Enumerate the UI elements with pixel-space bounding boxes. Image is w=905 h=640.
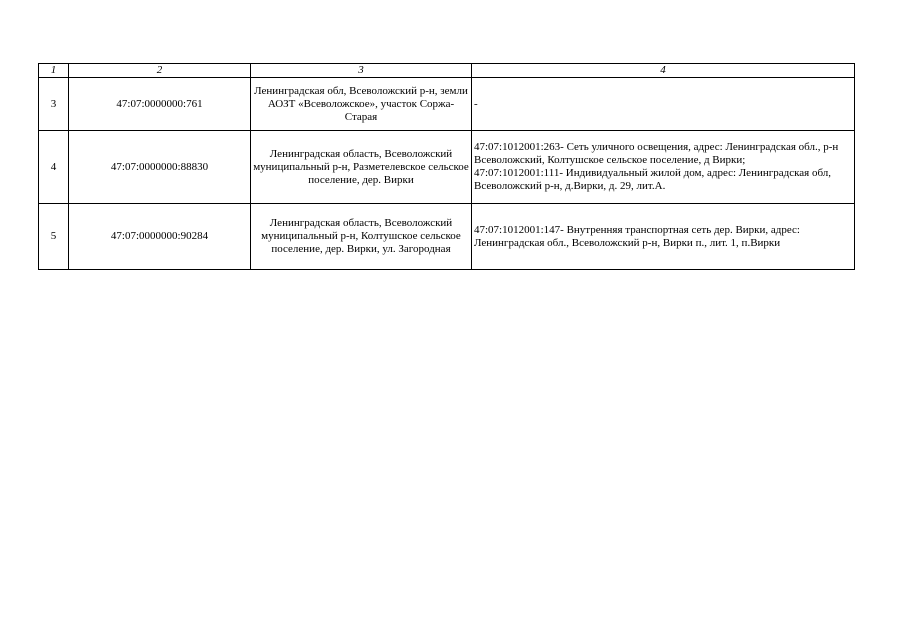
column-number-4: 4	[472, 64, 855, 78]
cadastral-number: 47:07:0000000:90284	[69, 204, 251, 270]
capital-object-entry: 47:07:1012001:263- Сеть уличного освещения, адрес: Ленинградская обл., р-н Всеволожский, Колтушское сельское поселение, д Вирки;	[474, 141, 839, 166]
cadastral-number: 47:07:0000000:761	[69, 78, 251, 131]
plot-location: Ленинградская область, Всеволожский муниципальный р-н, Разметелевское сельское поселение, дер. Вирки	[251, 131, 472, 204]
capital-objects	[472, 204, 855, 270]
land-plots-table	[38, 63, 855, 270]
capital-objects	[472, 131, 855, 204]
column-number-2: 2	[69, 64, 251, 78]
capital-object-entry: -	[474, 97, 478, 110]
plot-location: Ленинградская обл, Всеволожский р-н, земли АОЗТ «Всеволожское», участок Соржа-Старая	[251, 78, 472, 131]
table-row	[39, 78, 855, 131]
plot-location: Ленинградская область, Всеволожский муниципальный р-н, Колтушское сельское поселение, дер. Вирки, ул. Загородная	[251, 204, 472, 270]
column-number-row	[39, 64, 855, 78]
capital-objects	[472, 78, 855, 131]
row-number: 4	[39, 131, 69, 204]
column-number-3: 3	[251, 64, 472, 78]
table-row	[39, 131, 855, 204]
cadastral-number: 47:07:0000000:88830	[69, 131, 251, 204]
row-number: 3	[39, 78, 69, 131]
row-number: 5	[39, 204, 69, 270]
column-number-1: 1	[39, 64, 69, 78]
table-row	[39, 204, 855, 270]
capital-object-entry: 47:07:1012001:111- Индивидуальный жилой дом, адрес: Ленинградская обл, Всеволожский р-н, д.Вирки, д. 29, лит.А.	[474, 167, 832, 192]
capital-object-entry: 47:07:1012001:147- Внутренняя транспортная сеть дер. Вирки, адрес: Ленинградская обл., Всеволожский р-н, Вирки п., лит. 1, п.Вирки	[474, 223, 800, 249]
